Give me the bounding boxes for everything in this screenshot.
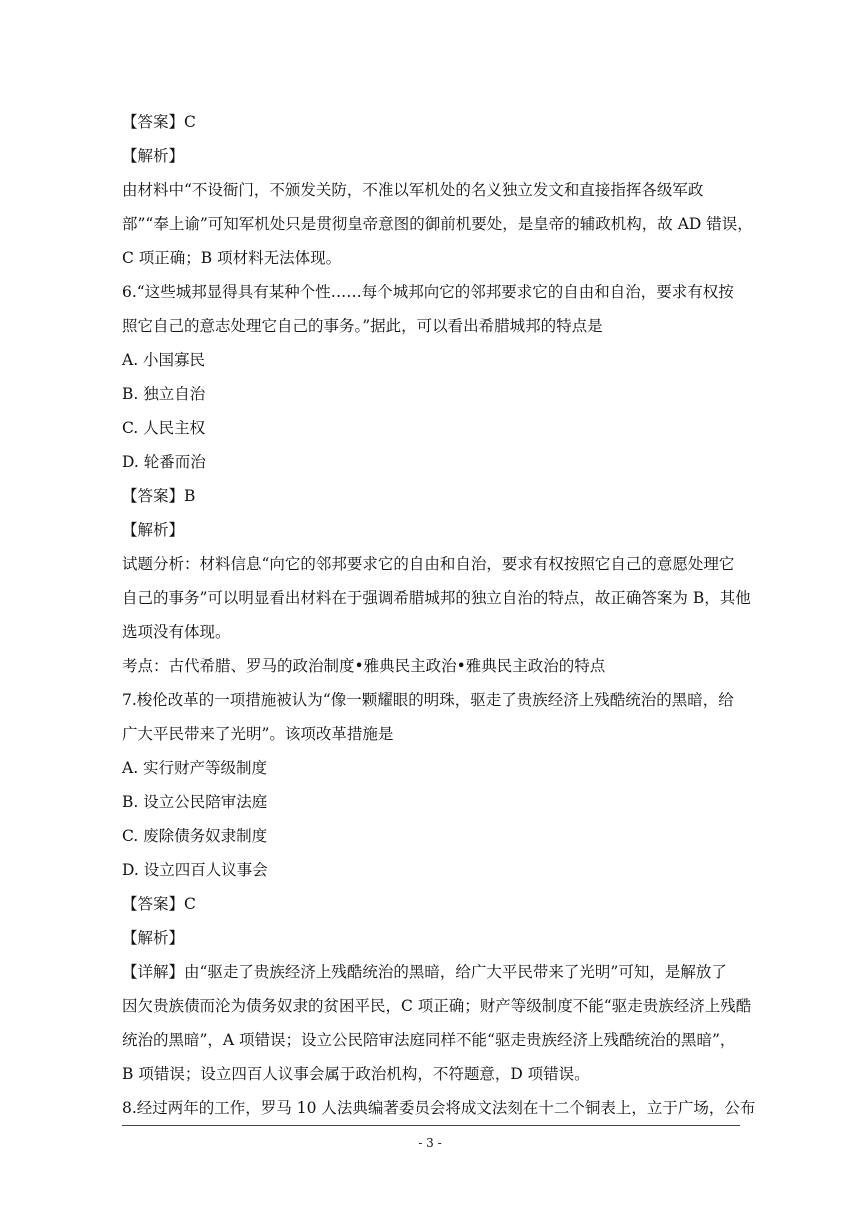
question-stem: 8.经过两年的工作，罗马 10 人法典编著委员会将成文法刻在十二个铜表上，立于广场，公布 <box>122 1099 756 1117</box>
analysis-label: 【解析】 <box>122 929 185 947</box>
option: D. 轮番而治 <box>122 453 206 471</box>
test-point: 考点：古代希腊、罗马的政治制度•雅典民主政治•雅典民主政治的特点 <box>122 657 606 675</box>
answer-label: 【答案】B <box>122 487 196 505</box>
page-number: - 3 - <box>418 1136 442 1150</box>
analysis-text: 自己的事务”可以明显看出材料在于强调希腊城邦的独立自治的特点，故正确答案为 B，其他 <box>122 589 751 607</box>
analysis-label: 【解析】 <box>122 147 185 165</box>
analysis-text: 部”“奉上谕”可知军机处只是贯彻皇帝意图的御前机要处，是皇帝的辅政机构，故 AD 错误， <box>122 215 753 233</box>
option: C. 人民主权 <box>122 419 206 437</box>
option: D. 设立四百人议事会 <box>122 861 268 879</box>
analysis-text: 因欠贵族债而沦为债务奴隶的贫困平民，C 项正确；财产等级制度不能“驱走贵族经济上残酷 <box>122 997 752 1015</box>
answer-label: 【答案】C <box>122 113 196 131</box>
analysis-label: 【解析】 <box>122 521 185 539</box>
option: C. 废除债务奴隶制度 <box>122 827 268 845</box>
question-stem: 照它自己的意志处理它自己的事务。”据此，可以看出希腊城邦的特点是 <box>122 317 603 335</box>
option: A. 实行财产等级制度 <box>122 759 268 777</box>
option: B. 独立自治 <box>122 385 206 403</box>
answer-label: 【答案】C <box>122 895 196 913</box>
option: A. 小国寡民 <box>122 351 206 369</box>
analysis-text: 选项没有体现。 <box>122 623 231 641</box>
analysis-text: C 项正确；B 项材料无法体现。 <box>122 249 342 267</box>
analysis-text: 统治的黑暗”，A 项错误；设立公民陪审法庭同样不能“驱走贵族经济上残酷统治的黑暗”， <box>122 1031 736 1049</box>
question-stem: 广大平民带来了光明”。该项改革措施是 <box>122 725 394 743</box>
option: B. 设立公民陪审法庭 <box>122 793 268 811</box>
analysis-text: 由材料中“不设衙门，不颁发关防，不准以军机处的名义独立发文和直接指挥各级军政 <box>122 181 704 199</box>
analysis-text: 试题分析：材料信息“向它的邻邦要求它的自由和自治，要求有权按照它自己的意愿处理它 <box>122 555 735 573</box>
analysis-text: 【详解】由“驱走了贵族经济上残酷统治的黑暗，给广大平民带来了光明”可知，是解放了 <box>122 963 727 981</box>
footer-rule <box>122 1125 740 1126</box>
analysis-text: B 项错误；设立四百人议事会属于政治机构，不符题意，D 项错误。 <box>122 1065 590 1083</box>
question-stem: 7.梭伦改革的一项措施被认为“像一颗耀眼的明珠，驱走了贵族经济上残酷统治的黑暗，给 <box>122 691 734 709</box>
question-stem: 6.“这些城邦显得具有某种个性……每个城邦向它的邻邦要求它的自由和自治，要求有权按 <box>122 283 734 301</box>
